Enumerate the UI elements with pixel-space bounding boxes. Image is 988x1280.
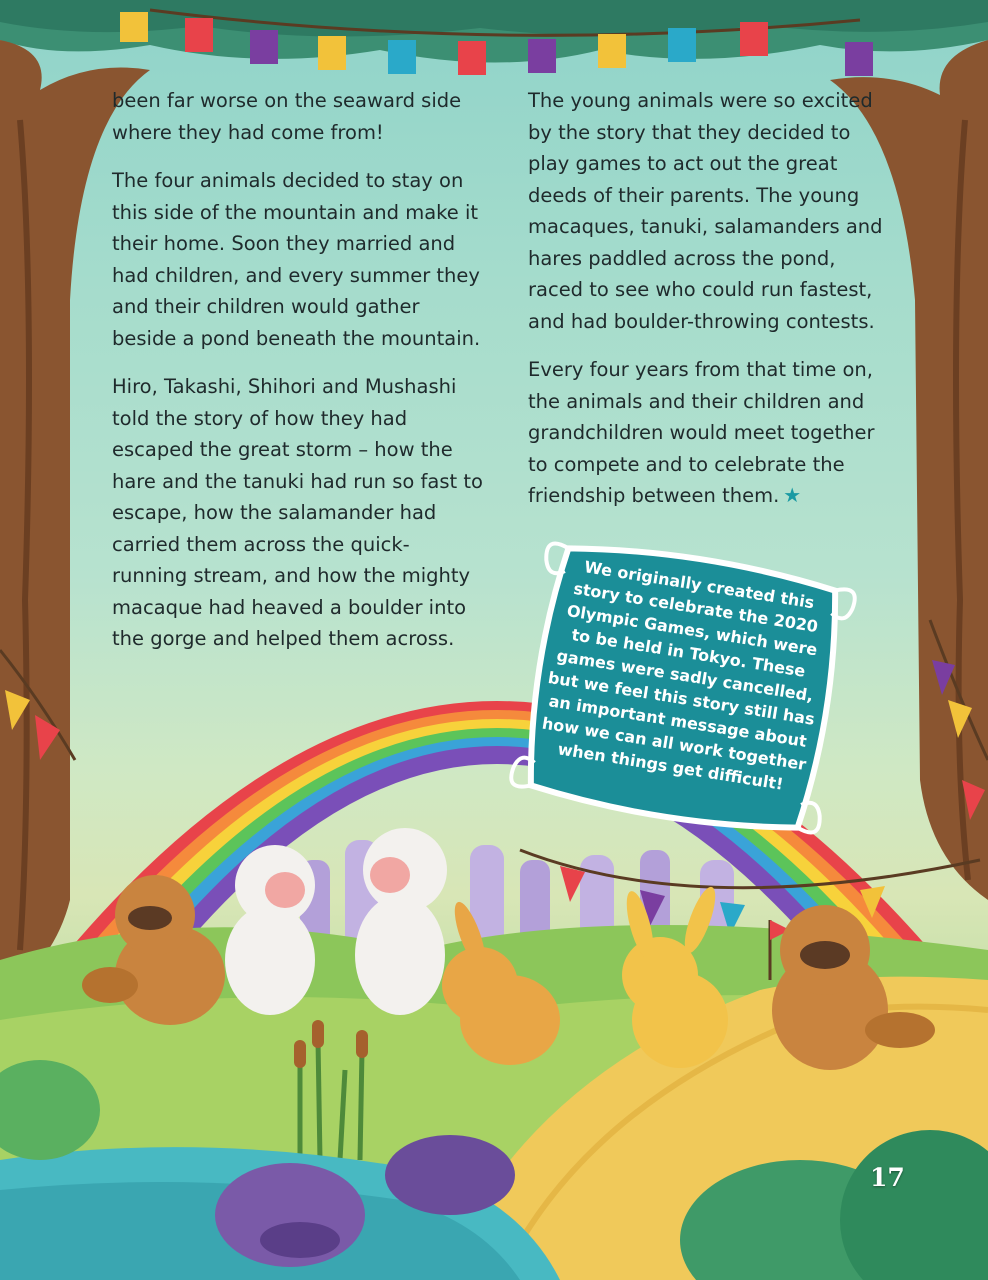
macaque-throwing — [355, 828, 447, 1015]
left-text-column — [112, 85, 484, 672]
bunting-flag — [250, 30, 278, 64]
bunting-flag — [185, 18, 213, 52]
paragraph: Hiro, Takashi, Shihori and Mushashi told the story of how they had escaped the great storm – how the hare and the tanuki had run so fast to escape, how the salamander had carried them across the quick-running stream, and how the mighty macaque had heaved a boulder into the gorge and helped them across. — [112, 375, 483, 650]
callout-text: We originally created this story to celebrate the 2020 Olympic Games, which were to be held in Tokyo. These games were sadly cancelled, but we feel this story still has an important message about how we can all work together when things get difficult! — [540, 557, 820, 794]
page-number: 17 — [870, 1163, 905, 1192]
right-text-column — [528, 85, 890, 529]
bunting-flag — [528, 39, 556, 73]
star-icon: ★ — [783, 483, 802, 507]
paragraph-text: Every four years from that time on, the animals and their children and grandchildren would meet together to compete and to celebrate the friendship between them. — [528, 358, 875, 507]
callout-box — [498, 524, 868, 852]
paragraph: been far worse on the seaward side where they had come from! — [112, 89, 462, 144]
bunting-flag — [120, 12, 148, 42]
bunting-flag — [845, 42, 873, 76]
macaque-sitting — [225, 845, 315, 1015]
bunting-flag — [458, 41, 486, 75]
salamander-left — [215, 1163, 365, 1267]
bunting-flag — [740, 22, 768, 56]
bunting-flag — [668, 28, 696, 62]
salamander-right — [385, 1135, 515, 1215]
bunting-flag — [318, 36, 346, 70]
paragraph: The young animals were so excited by the story that they decided to play games to act out the great deeds of their parents. The young macaques, tanuki, salamanders and hares paddled across the pond, raced to see who could run fastest, and had boulder-throwing contests. — [528, 89, 883, 333]
paragraph — [528, 354, 890, 512]
bunting-flag — [598, 34, 626, 68]
paragraph: The four animals decided to stay on this side of the mountain and make it their home. Soon they married and had children, and every summer they and their children would gather beside a pond beneath the mountain. — [112, 169, 481, 350]
bunting-flag — [388, 40, 416, 74]
